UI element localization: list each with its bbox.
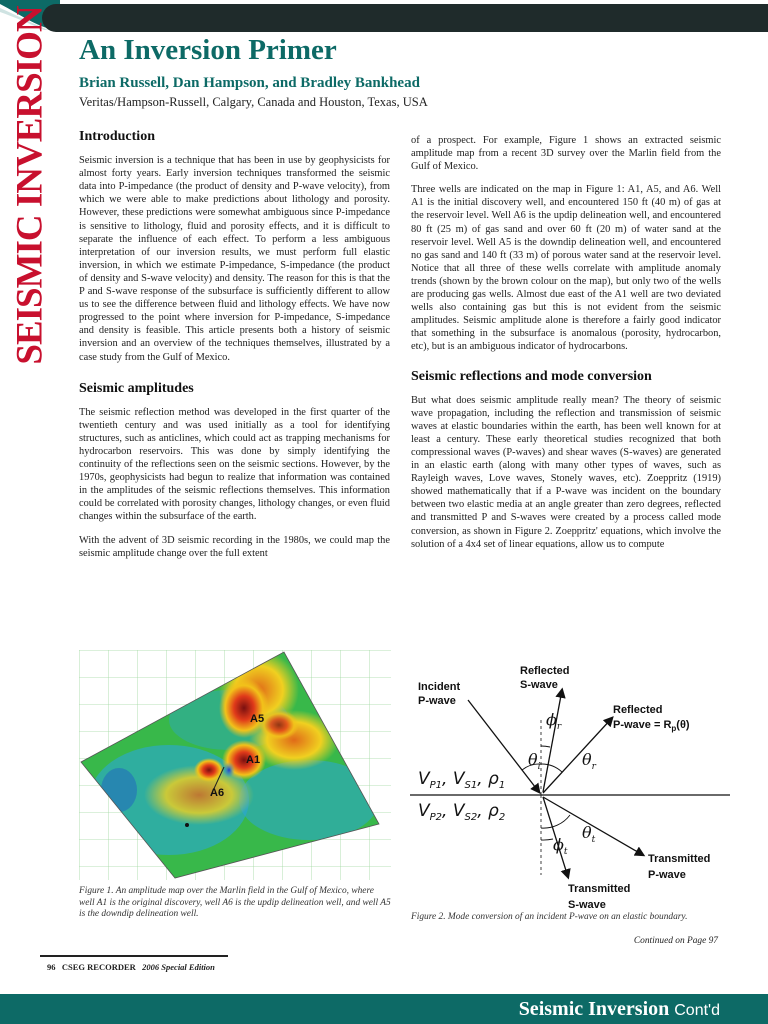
- page-number: 96: [47, 962, 56, 972]
- right-paragraph-2: Three wells are indicated on the map in Figure 1: A1, A5, and A6. Well A1 is the initial discovery well, and encountered 150 ft (40 m) of gas at the reservoir level. Well A6 is the updip delineation well, and encountered 80 ft (25 m) of gas sand and over 60 ft (20 m) of water sand at the reservoir level. Well A5 is the downdip delineation well, and encountered no gas sand and 140 ft (33 m) of porous water sand at the reservoir level. Notice that all three of these wells correlate with amplitude anomaly trends (shown by the brown colour on the map), but only two of the wells are producing gas wells. Almost due east of the A1 well are two deviated wells also containing gas but this is not evident from the seismic amplitudes. Seismic amplitude alone is therefore a fairly good indicator that something in the subsurface is anomalous (porosity, hydrocarbon, etc), but is an ambiguous indicator of hydrocarbons.: [411, 184, 721, 353]
- angle-theta-t: $\theta_t$: [582, 823, 596, 845]
- label-transmitted-s: Transmitted: [568, 883, 631, 895]
- continued-note: Continued on Page 97: [633, 936, 718, 946]
- label-reflected-s-wave: S-wave: [520, 679, 558, 691]
- introduction-paragraph: Seismic inversion is a technique that has been in use by geophysicists for almost forty years. Early inversion techniques transformed the seismic data into P-impedance (the product of density and P-wave velocity), from which we were able to make predictions about lithology and porosity. However, these predictions were somewhat ambiguous since P-impedance is sensitive to lithology, fluid and porosity effects, and it is difficult to separate the influence of each effect. To perform a less ambiguous interpretation of our inversion results, we must perform full elastic inversion, in which we estimate P-impedance, S-impedance (the product of density and S-wave velocity) and density. The reason for this is that the P and S-wave response of the subsurface is sufficiently different to allow us to see the difference between fluid and lithology effects. We have now progressed to the point where inversion for P-impedance, S-impedance and density is feasible. This article presents both a history of seismic inversion and an overview of the techniques themselves, illustrated by a case study from the Gulf of Mexico.: [79, 155, 390, 363]
- angle-phi-t: $\phi_t$: [553, 835, 568, 857]
- top-banner: [0, 0, 768, 34]
- article-authors: Brian Russell, Dan Hampson, and Bradley Bankhead: [79, 75, 420, 91]
- label-incident: Incident: [418, 681, 461, 693]
- article-affiliation: Veritas/Hampson-Russell, Calgary, Canada and Houston, Texas, USA: [79, 95, 428, 109]
- figure-2-mode-conversion: [410, 650, 730, 910]
- well-label-a6: A6: [210, 787, 225, 799]
- medium-1-properties: $V_{P1}$, $V_{S1}$, $\rho_1$: [418, 769, 506, 791]
- bottom-banner-main: Seismic Inversion: [518, 998, 670, 1020]
- sidebar-title: SEISMIC INVERSION: [9, 5, 51, 365]
- amplitudes-paragraph-2: With the advent of 3D seismic recording in the 1980s, we could map the seismic amplitude change over the full extent: [79, 534, 390, 559]
- bottom-banner-suffix: Cont'd: [674, 1002, 720, 1019]
- introduction-heading: Introduction: [79, 129, 155, 144]
- label-transmitted-s-wave: S-wave: [568, 899, 606, 910]
- seismic-amplitudes-heading: Seismic amplitudes: [79, 380, 194, 396]
- medium-2-properties: $V_{P2}$, $V_{S2}$, $\rho_2$: [418, 801, 506, 823]
- footer-divider: [40, 955, 228, 957]
- label-incident-pwave: P-wave: [418, 695, 456, 707]
- figure-1-caption: Figure 1. An amplitude map over the Marlin field in the Gulf of Mexico, where well A1 is the original discovery, well A6 is the updip delineation well, and well A5 is the downdip delineation well.: [79, 886, 391, 919]
- angle-phi-r: $\phi_r$: [546, 710, 562, 732]
- label-transmitted-p-wave: P-wave: [648, 869, 686, 881]
- figure-1-amplitude-map: [79, 650, 391, 880]
- reflections-heading: Seismic reflections and mode conversion: [411, 368, 652, 384]
- angle-theta-r: $\theta_r$: [582, 750, 596, 772]
- magazine-name: CSEG RECORDER: [61, 962, 136, 972]
- angle-theta-i: $\theta_i$: [528, 750, 541, 772]
- article-title: An Inversion Primer: [79, 34, 337, 66]
- bottom-banner-text: [519, 998, 720, 1021]
- right-paragraph-1: of a prospect. For example, Figure 1 shows an extracted seismic amplitude map from a recent 3D survey over the Marlin field from the Gulf of Mexico.: [411, 135, 721, 173]
- label-transmitted-p: Transmitted: [648, 853, 711, 865]
- label-reflected-p: Reflected: [613, 704, 663, 716]
- edition-label: 2006 Special Edition: [142, 962, 215, 972]
- page-footer: [47, 962, 215, 972]
- well-label-a5: A5: [250, 713, 265, 725]
- bottom-banner: [0, 994, 768, 1024]
- label-reflected-p-wave: P-wave = $R_p(\theta)$: [613, 719, 690, 733]
- amplitudes-paragraph-1: The seismic reflection method was developed in the first quarter of the twentieth century and was used initially as a tool for identifying structures, such as anticlines, which could act as trapping mechanisms for hydrocarbon reservoirs. This was done by simply identifying the continuity of the reflections seen on the seismic sections. However, by the 1970s, geophysicists had begun to realize that information was contained in the amplitudes of the seismic reflections themselves. This information could be correlated with porosity changes, lithology changes, or even fluid changes within the subsurface of the earth.: [79, 406, 390, 523]
- banner-dark-band: [42, 4, 768, 32]
- well-label-a1: A1: [246, 754, 261, 766]
- right-paragraph-3: But what does seismic amplitude really mean? The theory of seismic wave propagation, including the reflection and transmission of seismic waves at elastic boundaries within the earth, has been well known for at least a century. These early theoretical studies recognized that both compressional waves (P-waves) and shear waves (S-waves) are generated in an elastic earth (along with many other types of waves, such as Rayleigh waves, Love waves, Stonely waves, etc). Zoeppritz (1919) showed mathematically that if a P-wave was incident on the boundary between two elastic media at an angle greater than zero degrees, reflected and transmitted P and S-waves were created by a process called mode conversion, as shown in Figure 2. Zoeppritz' equations, which involve the solution of a 4x4 set of linear equations, allow us to compute: [411, 394, 721, 550]
- right-column: [411, 134, 721, 561]
- sidebar-section-label: [9, 5, 51, 365]
- left-column: [79, 130, 390, 570]
- figure-2-caption: Figure 2. Mode conversion of an incident P-wave on an elastic boundary.: [411, 912, 688, 922]
- label-reflected-s: Reflected: [520, 665, 570, 677]
